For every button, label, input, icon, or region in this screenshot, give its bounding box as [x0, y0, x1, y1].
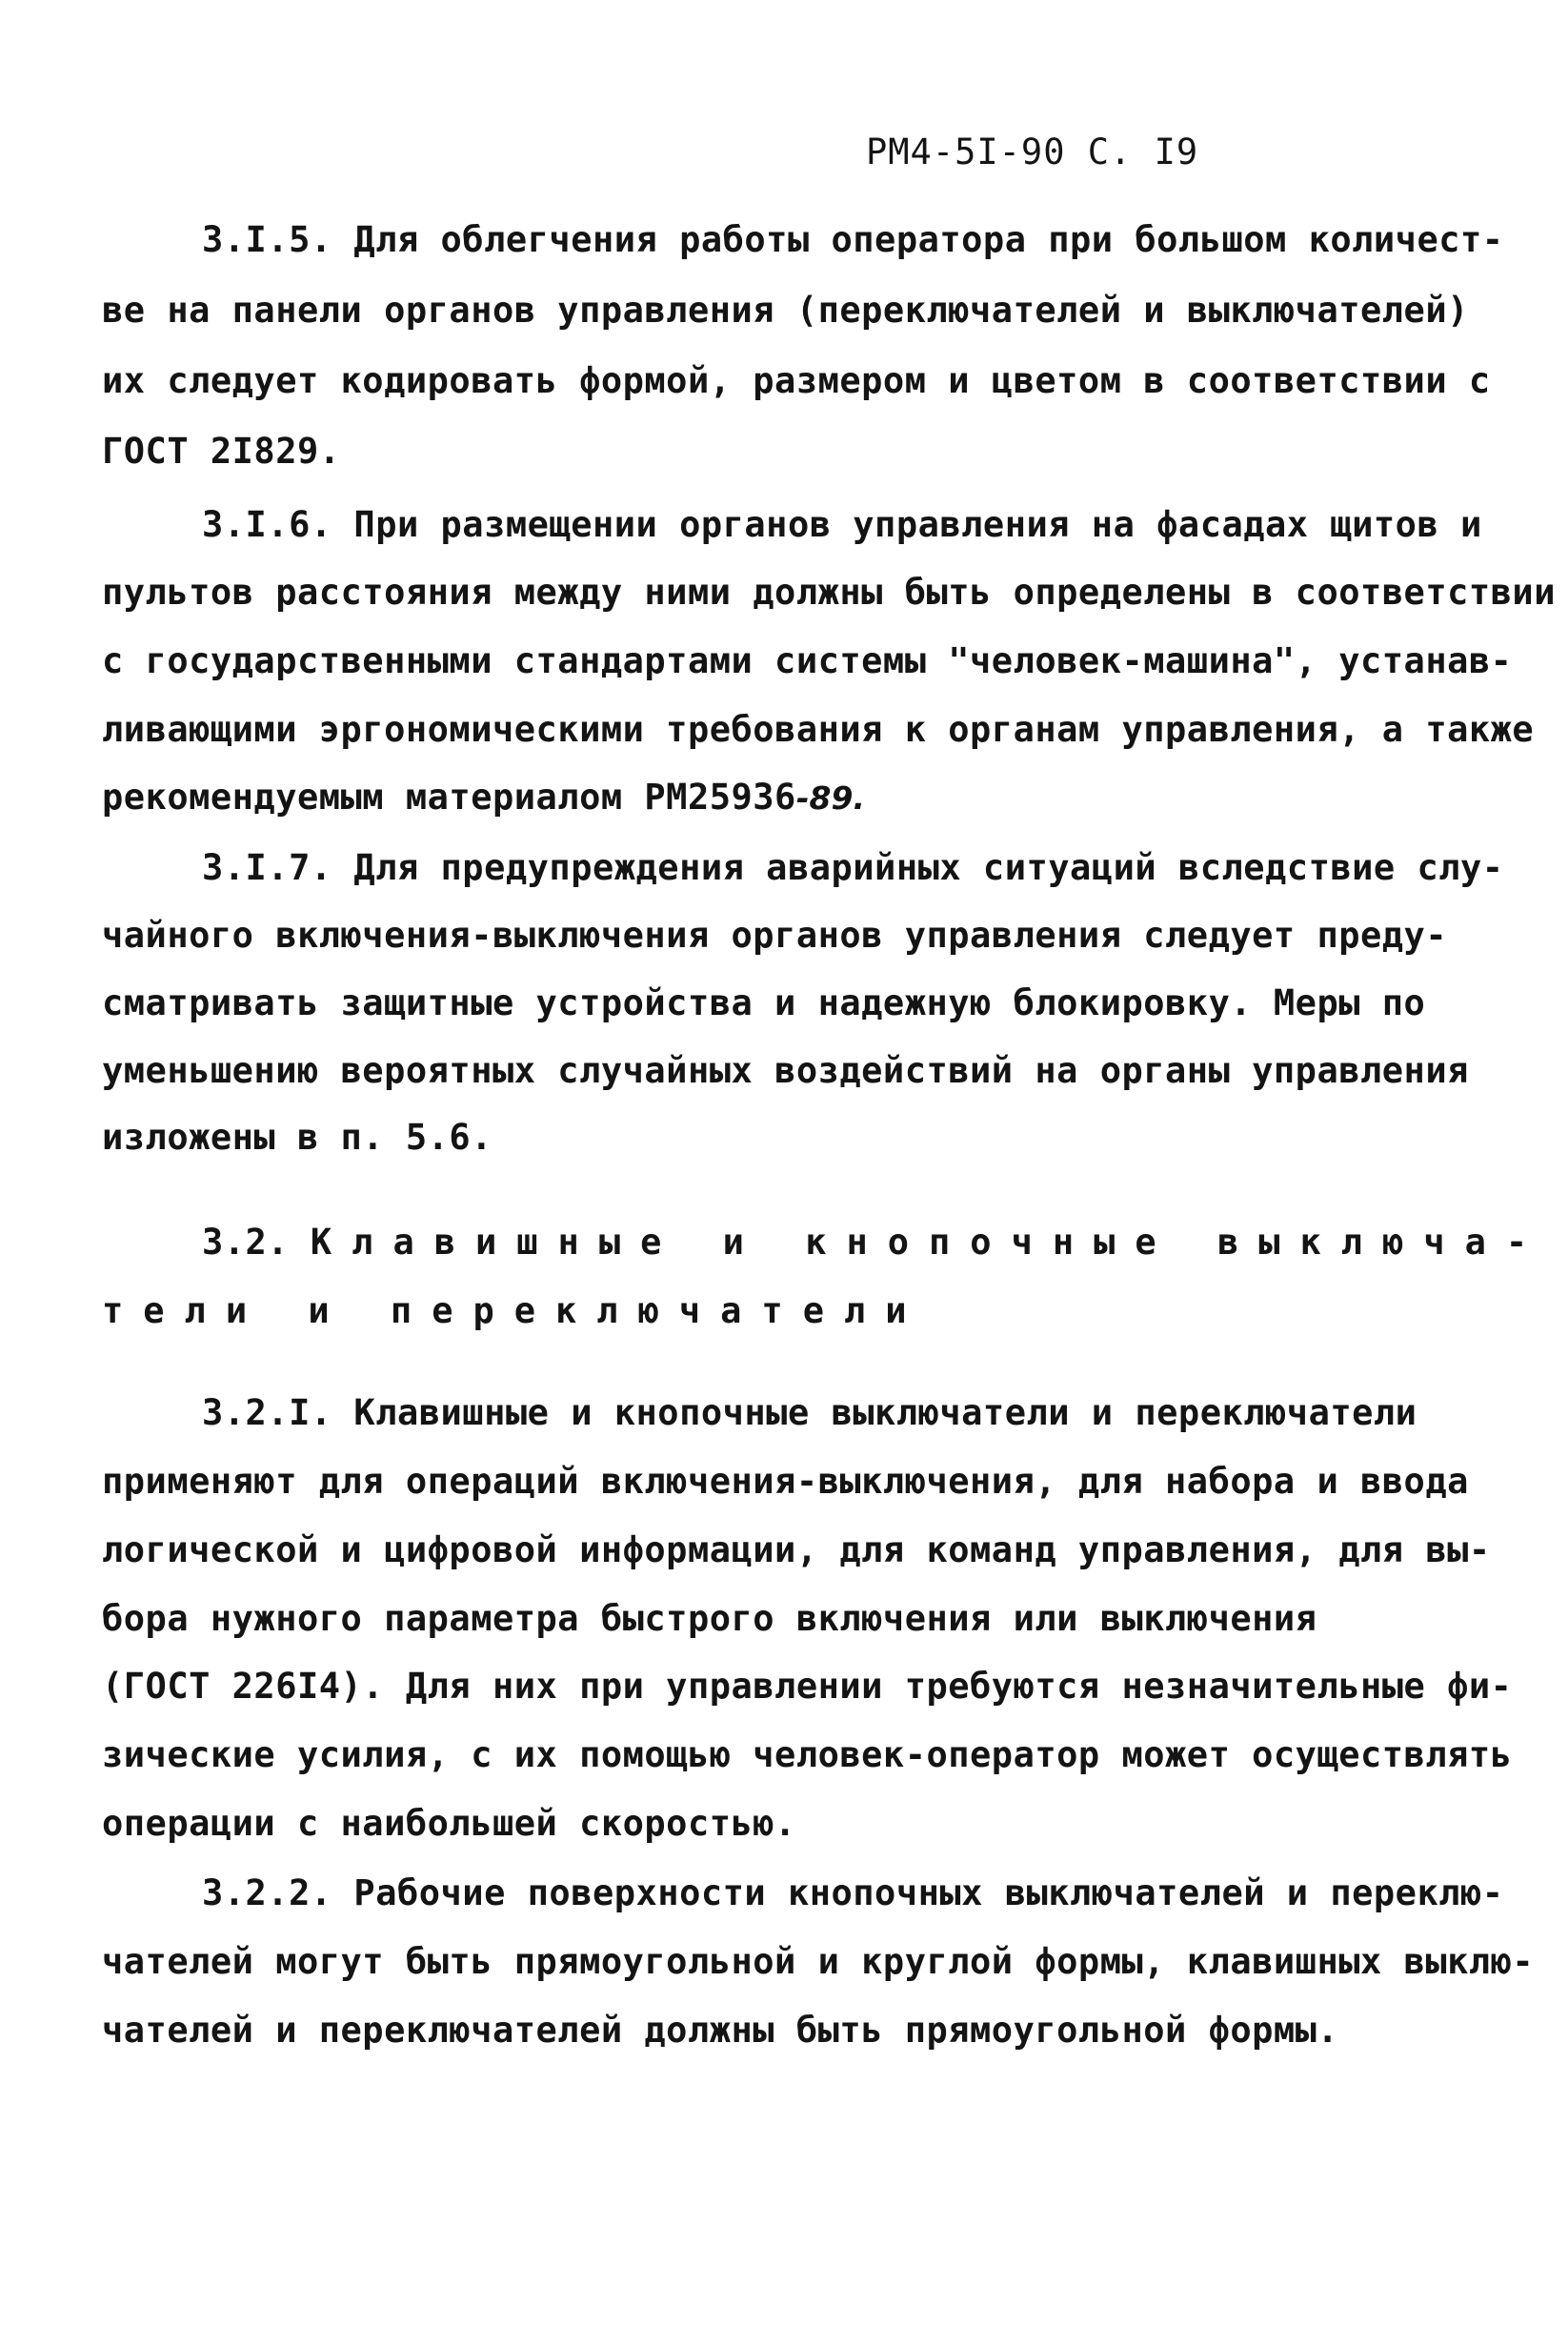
section-title-part-2: тели и переключатели	[102, 1290, 927, 1331]
p316-line-5	[102, 775, 865, 821]
p321-line-1: 3.2.I. Клавишные и кнопочные выключатели и переключатели	[202, 1392, 1417, 1433]
section-heading-line-1	[202, 1220, 1547, 1265]
p322-line-3: чателей и переключателей должны быть прямоугольной формы.	[102, 2010, 1339, 2051]
p321-line-6: зические усилия, с их помощью человек-оператор может осуществлять	[102, 1734, 1513, 1775]
p315-line-3: их следует кодировать формой, размером и цветом в соответствии с	[102, 360, 1491, 401]
p316-line-4: ливающими эргономическими требования к органам управления, а также	[102, 709, 1535, 750]
p322-line-2: чателей могут быть прямоугольной и круглой формы, клавишных выклю-	[102, 1941, 1535, 1982]
p315-line-2: ве на панели органов управления (переключателей и выключателей)	[102, 290, 1469, 331]
p317-line-5: изложены в п. 5.6.	[102, 1117, 493, 1158]
p321-line-3: логической и цифровой информации, для команд управления, для вы-	[102, 1529, 1491, 1570]
p321-line-5: (ГОСТ 226I4). Для них при управлении требуются незначительные фи-	[102, 1666, 1513, 1707]
p317-line-4: уменьшению вероятных случайных воздействий на органы управления	[102, 1050, 1469, 1091]
section-heading-line-2	[102, 1288, 927, 1334]
p321-line-7: операции с наибольшей скоростью.	[102, 1803, 796, 1844]
p315-line-1: 3.I.5. Для облегчения работы оператора при большом количест-	[202, 219, 1504, 260]
section-number: 3.2.	[202, 1222, 290, 1263]
p315-line-4: ГОСТ 2I829.	[102, 431, 341, 472]
handwritten-year: -89.	[795, 779, 865, 817]
section-title-part-1: Клавишные и кнопочные выключа-	[310, 1222, 1548, 1263]
p317-line-1: 3.I.7. Для предупреждения аварийных ситуаций вследствие слу-	[202, 847, 1504, 888]
p316-line-5-text: рекомендуемым материалом РМ25936	[102, 777, 796, 818]
p316-line-2: пультов расстояния между ними должны быть определены в соответствии	[102, 572, 1556, 613]
p321-line-2: применяют для операций включения-выключения, для набора и ввода	[102, 1461, 1469, 1502]
p317-line-3: сматривать защитные устройства и надежную блокировку. Меры по	[102, 982, 1426, 1023]
p322-line-1: 3.2.2. Рабочие поверхности кнопочных выключателей и переклю-	[202, 1872, 1504, 1913]
page-header: РМ4-5I-90 С. I9	[866, 131, 1199, 172]
p316-line-3: с государственными стандартами системы "человек-машина", устанав-	[102, 640, 1513, 681]
p316-line-1: 3.I.6. При размещении органов управления на фасадах щитов и	[202, 504, 1482, 545]
p317-line-2: чайного включения-выключения органов управления следует преду-	[102, 915, 1448, 956]
p321-line-4: бора нужного параметра быстрого включения или выключения	[102, 1598, 1317, 1639]
